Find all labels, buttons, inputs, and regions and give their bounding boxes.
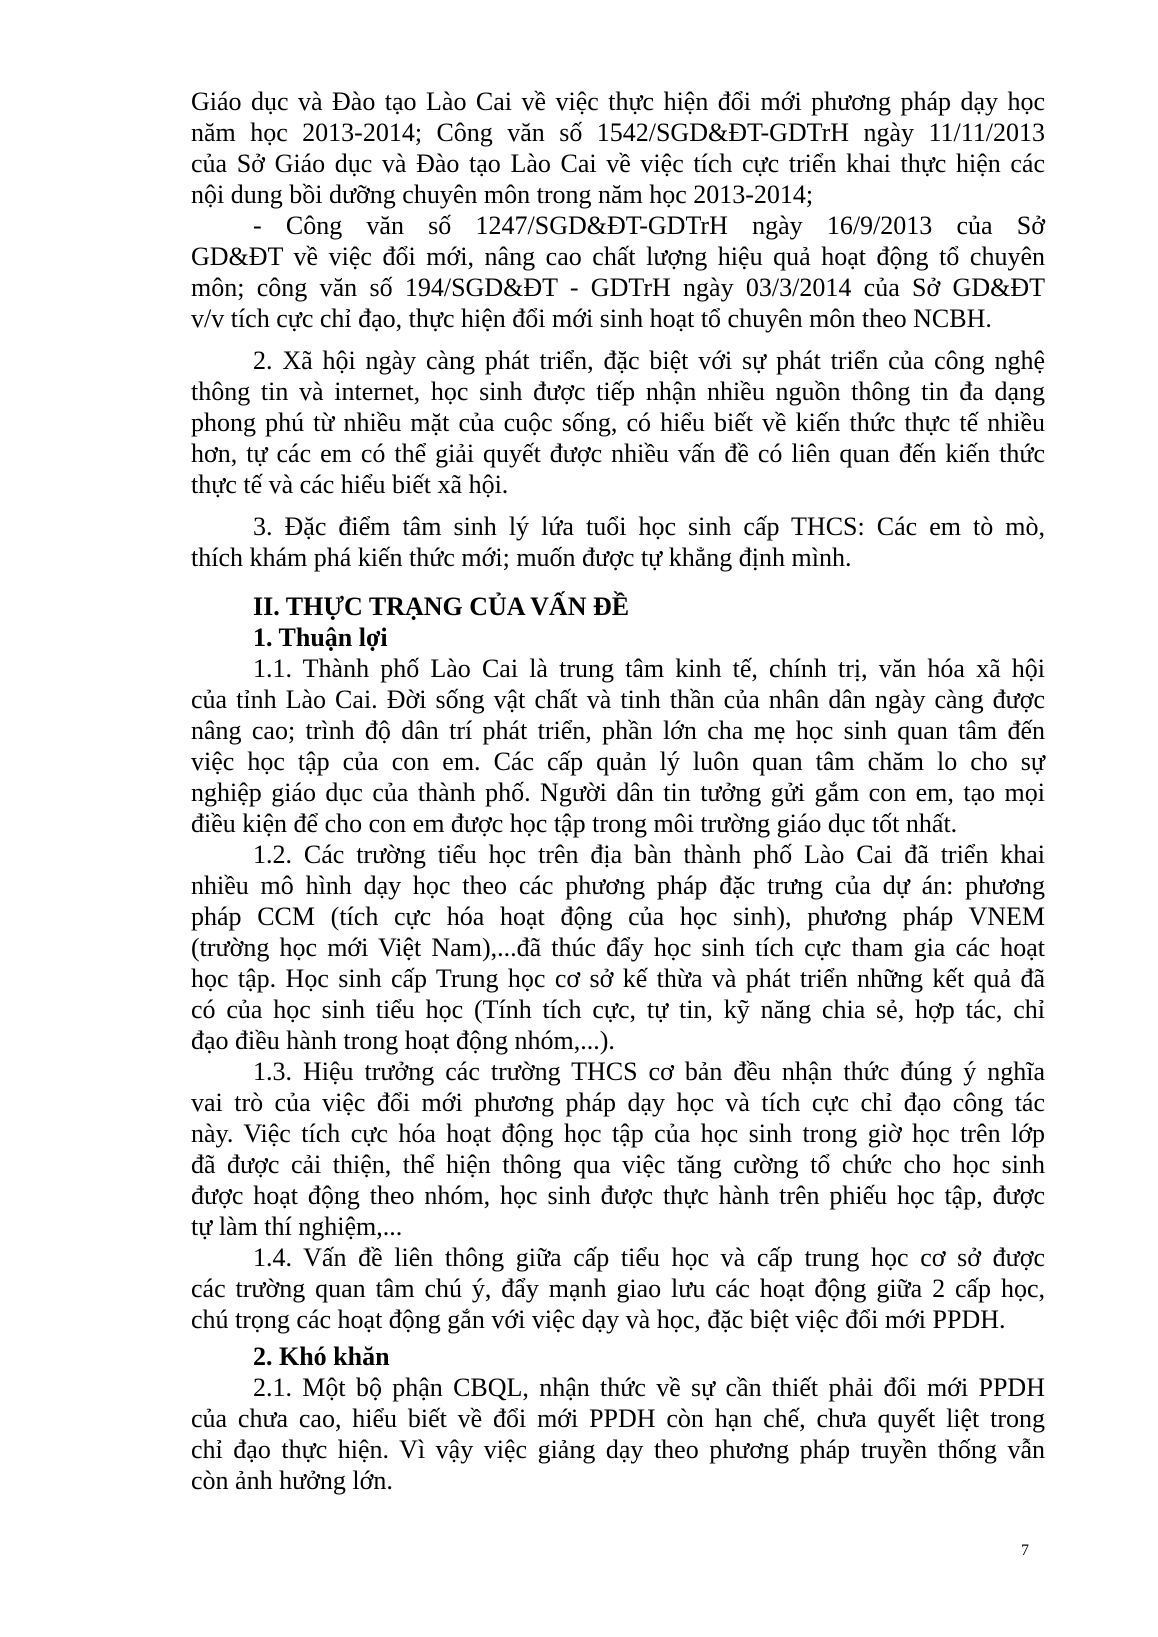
- text-line: chú trọng các hoạt động gắn với việc dạy và học, đặc biệt việc đổi mới PPDH.: [191, 1305, 1006, 1334]
- text-line: pháp CCM (tích cực hóa hoạt động của học sinh), phương pháp VNEM: [191, 902, 1045, 931]
- text-line: còn ảnh hưởng lớn.: [191, 1466, 393, 1495]
- page-number: 7: [1021, 1542, 1029, 1559]
- paragraph-difficulty-2-1: [191, 1372, 1045, 1496]
- text-line: 1.2. Các trường tiểu học trên địa bàn thành phố Lào Cai đã triển khai: [253, 840, 1045, 869]
- text-line: 2.1. Một bộ phận CBQL, nhận thức về sự cần thiết phải đổi mới PPDH: [253, 1373, 1045, 1402]
- text-line: - Công văn số 1247/SGD&ĐT-GDTrH ngày 16/9/2013 của Sở: [253, 211, 1045, 240]
- text-line: có của học sinh tiểu học (Tính tích cực, tự tin, kỹ năng chia sẻ, hợp tác, chỉ: [191, 995, 1045, 1024]
- text-line: GD&ĐT về việc đổi mới, nâng cao chất lượng hiệu quả hoạt động tổ chuyên: [191, 242, 1045, 271]
- paragraph-official-letter: [191, 210, 1045, 334]
- text-line: đã được cải thiện, thể hiện thông qua việc tăng cường tổ chức cho học sinh: [191, 1150, 1045, 1179]
- text-line: thích khám phá kiến thức mới; muốn được tự khẳng định mình.: [191, 543, 852, 572]
- text-line: của tỉnh Lào Cai. Đời sống vật chất và tinh thần của nhân dân ngày càng được: [191, 685, 1045, 714]
- paragraph-advantage-1-3: [191, 1056, 1045, 1242]
- text-line: các trường quan tâm chú ý, đẩy mạnh giao lưu các hoạt động giữa 2 cấp học,: [191, 1274, 1045, 1303]
- document-page: [191, 86, 1045, 1496]
- text-line: được hoạt động theo nhóm, học sinh được thực hành trên phiếu học tập, được: [191, 1181, 1045, 1210]
- text-line: nội dung bồi dưỡng chuyên môn trong năm học 2013-2014;: [191, 180, 814, 209]
- text-line: 1.1. Thành phố Lào Cai là trung tâm kinh tế, chính trị, văn hóa xã hội: [253, 654, 1045, 683]
- paragraph-society-development: [191, 345, 1045, 500]
- text-line: của Sở Giáo dục và Đào tạo Lào Cai về việc tích cực triển khai thực hiện các: [191, 149, 1045, 178]
- text-line: tự làm thí nghiệm,...: [191, 1212, 403, 1241]
- paragraph-advantage-1-2: [191, 839, 1045, 1056]
- text-line: v/v tích cực chỉ đạo, thực hiện đổi mới sinh hoạt tổ chuyên môn theo NCBH.: [191, 304, 992, 333]
- paragraph-advantage-1-4: [191, 1242, 1045, 1335]
- text-line: nâng cao; trình độ dân trí phát triển, phần lớn cha mẹ học sinh quan tâm đến: [191, 716, 1045, 745]
- text-line: thông tin và internet, học sinh được tiếp nhận nhiều nguồn thông tin đa dạng: [191, 377, 1045, 406]
- text-line: phong phú từ nhiều mặt của cuộc sống, có hiểu biết về kiến thức thực tế nhiều: [191, 408, 1045, 437]
- text-line: vai trò của việc đổi mới phương pháp dạy học và tích cực chỉ đạo công tác: [191, 1088, 1045, 1117]
- text-line: hơn, tự các em có thể giải quyết được nhiều vấn đề có liên quan đến kiến thức: [191, 439, 1045, 468]
- paragraph-advantage-1-1: [191, 653, 1045, 839]
- text-line: nghiệp giáo dục của thành phố. Người dân tin tưởng gửi gắm con em, tạo mọi: [191, 778, 1045, 807]
- text-line: môn; công văn số 194/SGD&ĐT - GDTrH ngày 03/3/2014 của Sở GD&ĐT: [191, 273, 1045, 302]
- section-heading: II. THỰC TRẠNG CỦA VẤN ĐỀ: [253, 592, 630, 621]
- text-line: nhiều mô hình dạy học theo các phương pháp đặc trưng của dự án: phương: [191, 871, 1045, 900]
- text-line: 3. Đặc điểm tâm sinh lý lứa tuổi học sinh cấp THCS: Các em tò mò,: [253, 512, 1045, 541]
- sub-heading-advantages: 1. Thuận lợi: [253, 623, 388, 652]
- sub-heading-difficulties: 2. Khó khăn: [253, 1342, 390, 1371]
- text-line: đạo điều hành trong hoạt động nhóm,...).: [191, 1026, 615, 1055]
- text-line: việc học tập của con em. Các cấp quản lý luôn quan tâm chăm lo cho sự: [191, 747, 1045, 776]
- text-line: 1.4. Vấn đề liên thông giữa cấp tiểu học và cấp trung học cơ sở được: [253, 1243, 1045, 1272]
- text-line: thực tế và các hiểu biết xã hội.: [191, 470, 509, 499]
- text-line: này. Việc tích cực hóa hoạt động học tập của học sinh trong giờ học trên lớp: [191, 1119, 1045, 1148]
- text-line: điều kiện để cho con em được học tập trong môi trường giáo dục tốt nhất.: [191, 809, 958, 838]
- text-line: (trường học mới Việt Nam),...đã thúc đẩy học sinh tích cực tham gia các hoạt: [191, 933, 1045, 962]
- text-line: học tập. Học sinh cấp Trung học cơ sở kế thừa và phát triển những kết quả đã: [191, 964, 1045, 993]
- paragraph-student-psychology: [191, 511, 1045, 573]
- text-line: 2. Xã hội ngày càng phát triển, đặc biệt với sự phát triển của công nghệ: [253, 346, 1045, 375]
- text-line: Giáo dục và Đào tạo Lào Cai về việc thực hiện đổi mới phương pháp dạy học: [191, 87, 1045, 116]
- text-line: của chưa cao, hiểu biết về đổi mới PPDH còn hạn chế, chưa quyết liệt trong: [191, 1404, 1045, 1433]
- text-line: 1.3. Hiệu trưởng các trường THCS cơ bản đều nhận thức đúng ý nghĩa: [253, 1057, 1045, 1086]
- text-line: năm học 2013-2014; Công văn số 1542/SGD&ĐT-GDTrH ngày 11/11/2013: [191, 118, 1045, 147]
- paragraph-legal-references: [191, 86, 1045, 210]
- text-line: chỉ đạo thực hiện. Vì vậy việc giảng dạy theo phương pháp truyền thống vẫn: [191, 1435, 1045, 1464]
